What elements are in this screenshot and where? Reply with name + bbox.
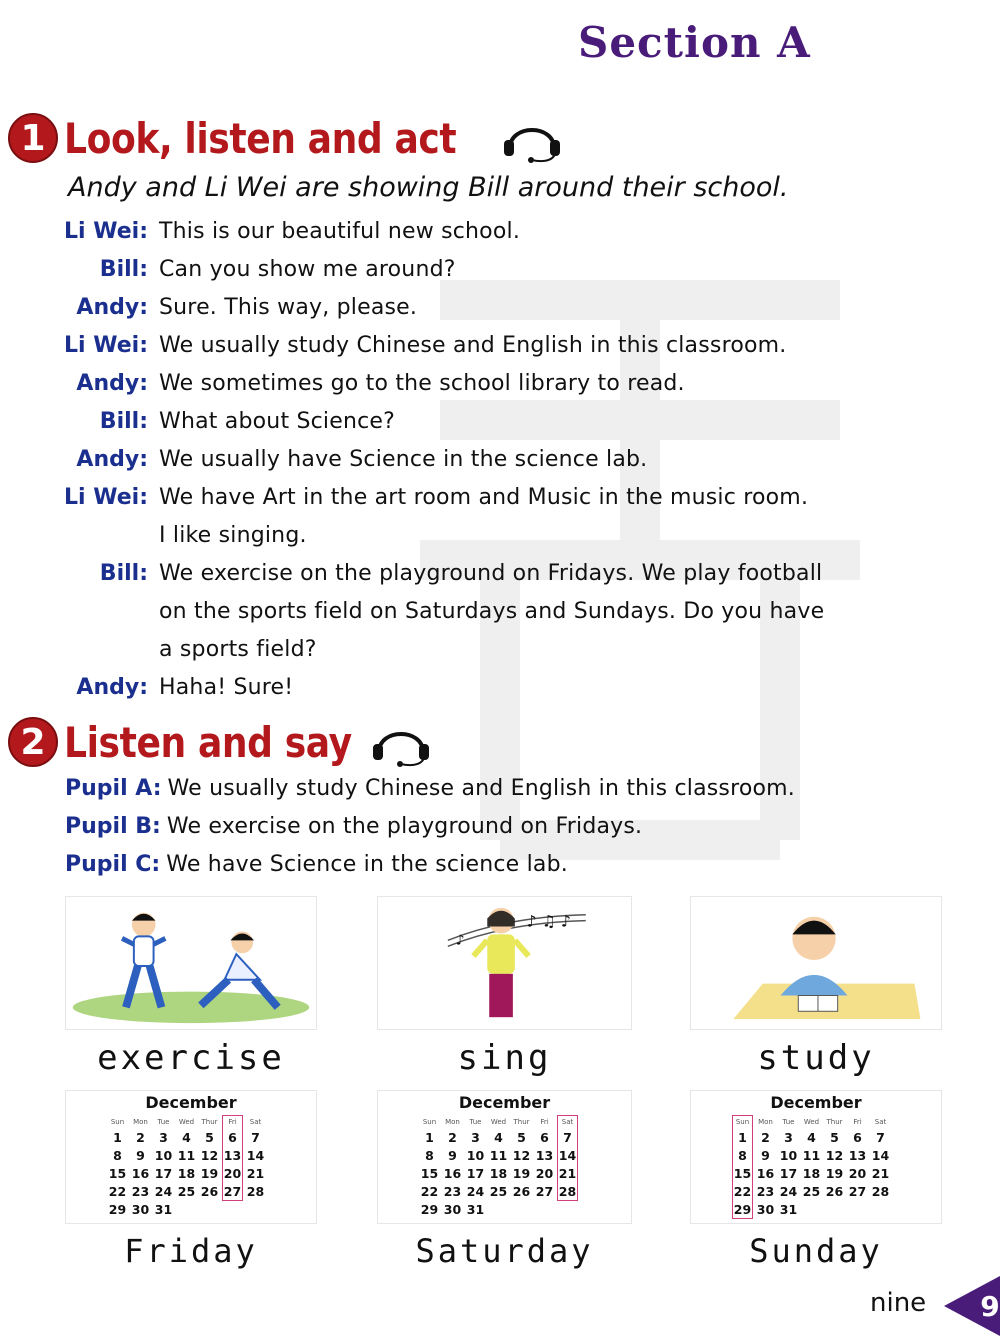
speaker: Bill: (99, 561, 148, 586)
calendar-weekdays (418, 1115, 579, 1129)
calendar-date: 10 (154, 1148, 173, 1163)
calendar-date: 6 (228, 1130, 237, 1145)
calendar-date (556, 1201, 579, 1219)
calendar-date: 11 (489, 1148, 508, 1163)
weekday-label: Tue (782, 1118, 795, 1126)
calendar-date: 4 (494, 1130, 503, 1145)
dialogue-line (0, 289, 1000, 327)
calendar-date: 27 (535, 1184, 554, 1199)
calendar-date: 4 (182, 1130, 191, 1145)
calendar-date: 31 (154, 1202, 173, 1217)
dialogue-line (0, 669, 1000, 707)
part1-number: 1 (8, 113, 58, 163)
dialogue-text: This is our beautiful new school. (159, 219, 521, 244)
calendar-grid (418, 1115, 579, 1219)
page-number-tab (944, 1276, 1000, 1336)
dialogue-line (0, 593, 1000, 631)
pupil-speaker: Pupil A: (65, 776, 162, 801)
calendar-date: 17 (154, 1166, 173, 1181)
calendar-week (418, 1183, 579, 1201)
calendar-grid (106, 1115, 267, 1219)
calendar-date: 12 (200, 1148, 219, 1163)
dialogue-text: We usually have Science in the science lab. (159, 447, 648, 472)
calendar-date: 11 (802, 1148, 821, 1163)
calendar-date: 30 (443, 1202, 462, 1217)
calendar-date: 2 (448, 1130, 457, 1145)
calendar-date: 18 (177, 1166, 196, 1181)
word-sing: sing (457, 1038, 552, 1078)
day-friday: Friday (124, 1232, 258, 1270)
calendar-week (731, 1147, 892, 1165)
calendar-date: 26 (512, 1184, 531, 1199)
calendar-date: 10 (779, 1148, 798, 1163)
weekday-label: Wed (803, 1118, 820, 1126)
calendar-date: 31 (779, 1202, 798, 1217)
calendar-date: 21 (871, 1166, 890, 1181)
calendar-date (846, 1201, 869, 1219)
weekday-label: Fri (540, 1118, 549, 1126)
calendar-date (869, 1201, 892, 1219)
calendar-week (418, 1165, 579, 1183)
calendar-date: 1 (425, 1130, 434, 1145)
calendar-week (731, 1183, 892, 1201)
part2-number: 2 (8, 717, 58, 767)
calendar-date: 15 (420, 1166, 439, 1181)
calendar-date: 12 (825, 1148, 844, 1163)
calendar-date: 28 (871, 1184, 890, 1199)
calendar-date: 1 (738, 1130, 747, 1145)
calendar-week (731, 1129, 892, 1147)
calendar-saturday (377, 1090, 632, 1224)
calendar-date: 27 (848, 1184, 867, 1199)
calendar-date: 25 (177, 1184, 196, 1199)
calendar-date (198, 1201, 221, 1219)
calendar-date: 7 (251, 1130, 260, 1145)
calendar-date: 25 (489, 1184, 508, 1199)
calendar-date (175, 1201, 198, 1219)
calendar-week (731, 1165, 892, 1183)
day-sunday: Sunday (749, 1232, 883, 1270)
weekday-label: Fri (228, 1118, 237, 1126)
calendar-date: 15 (733, 1166, 752, 1181)
calendar-date: 12 (512, 1148, 531, 1163)
dialogue-text: We have Art in the art room and Music in the music room. (159, 485, 809, 510)
calendar-date: 8 (113, 1148, 122, 1163)
calendar-date: 29 (733, 1202, 752, 1217)
calendar-date: 14 (246, 1148, 265, 1163)
calendar-date: 3 (784, 1130, 793, 1145)
calendar-date: 6 (853, 1130, 862, 1145)
dialogue-text: We usually study Chinese and English in this classroom. (159, 333, 787, 358)
speaker: Li Wei: (64, 333, 148, 358)
highlighted-day-column (557, 1115, 578, 1201)
calendar-date: 8 (738, 1148, 747, 1163)
dialogue-text: I like singing. (159, 523, 307, 548)
dialogue-line (0, 365, 1000, 403)
calendar-date: 16 (131, 1166, 150, 1181)
calendar-friday (65, 1090, 317, 1224)
dialogue-line (0, 631, 1000, 669)
calendar-date: 21 (558, 1166, 577, 1181)
calendar-week (418, 1129, 579, 1147)
calendar-date: 8 (425, 1148, 434, 1163)
calendar-grid (731, 1115, 892, 1219)
dialogue-line (0, 441, 1000, 479)
calendar-date: 17 (779, 1166, 798, 1181)
calendar-date: 29 (108, 1202, 127, 1217)
word-exercise: exercise (97, 1038, 285, 1078)
dialogue-line (0, 479, 1000, 517)
speaker: Andy: (76, 295, 148, 320)
weekday-label: Sat (874, 1118, 887, 1126)
dialogue-line (0, 251, 1000, 289)
calendar-date: 29 (420, 1202, 439, 1217)
calendar-date: 10 (466, 1148, 485, 1163)
calendar-date: 22 (420, 1184, 439, 1199)
calendar-month: December (458, 1093, 551, 1112)
pupil-speaker: Pupil B: (65, 814, 161, 839)
calendar-date: 24 (154, 1184, 173, 1199)
calendar-date (244, 1201, 267, 1219)
part1-title: Look, listen and act (64, 113, 457, 163)
calendar-month: December (145, 1093, 237, 1112)
page-number-word: nine (870, 1288, 927, 1318)
part2-title: Listen and say (64, 717, 352, 767)
calendar-date: 7 (563, 1130, 572, 1145)
calendar-date: 5 (830, 1130, 839, 1145)
svg-text:♪: ♪ (455, 932, 465, 949)
weekday-label: Wed (490, 1118, 507, 1126)
study-picture (690, 896, 942, 1030)
weekday-label: Thur (201, 1118, 218, 1126)
pupil-text: We usually study Chinese and English in this classroom. (167, 776, 795, 801)
calendar-date: 25 (802, 1184, 821, 1199)
calendar-date: 1 (113, 1130, 122, 1145)
calendar-date (800, 1201, 823, 1219)
calendar-date: 23 (443, 1184, 462, 1199)
calendar-date: 27 (223, 1184, 242, 1199)
section-title: Section A (578, 18, 811, 67)
calendar-date: 24 (779, 1184, 798, 1199)
calendar-date: 17 (466, 1166, 485, 1181)
pupil-line (65, 770, 795, 808)
weekday-label: Tue (469, 1118, 482, 1126)
page-number: 9 (980, 1290, 1000, 1323)
calendar-date: 19 (512, 1166, 531, 1181)
calendar-date: 5 (517, 1130, 526, 1145)
calendar-date: 24 (466, 1184, 485, 1199)
calendar-date: 20 (848, 1166, 867, 1181)
weekday-label: Sun (110, 1118, 125, 1126)
sing-picture (377, 896, 632, 1030)
weekday-label: Tue (157, 1118, 170, 1126)
weekday-label: Thur (826, 1118, 843, 1126)
headphones-icon[interactable] (369, 716, 433, 768)
weekday-label: Sat (249, 1118, 262, 1126)
study-illustration (691, 897, 941, 1029)
calendar-date: 14 (871, 1148, 890, 1163)
weekday-label: Fri (853, 1118, 862, 1126)
pupil-text: We have Science in the science lab. (166, 852, 568, 877)
part1-intro: Andy and Li Wei are showing Bill around their school. (68, 172, 789, 203)
calendar-date: 16 (443, 1166, 462, 1181)
word-study: study (757, 1038, 875, 1078)
dialogue-text: Can you show me around? (159, 257, 456, 282)
dialogue-text: We sometimes go to the school library to read. (159, 371, 685, 396)
calendar-date: 19 (200, 1166, 219, 1181)
calendar-date: 9 (136, 1148, 145, 1163)
pupil-text: We exercise on the playground on Fridays. (166, 814, 643, 839)
part1-heading (8, 112, 564, 164)
calendar-weekdays (731, 1115, 892, 1129)
dialogue-text: What about Science? (159, 409, 396, 434)
calendar-date (487, 1201, 510, 1219)
calendar-date: 9 (448, 1148, 457, 1163)
speaker: Li Wei: (64, 219, 148, 244)
svg-text:♪ ♫ ♪: ♪ ♫ ♪ (526, 911, 571, 931)
calendar-date: 5 (205, 1130, 214, 1145)
weekday-label: Thur (513, 1118, 530, 1126)
calendar-week (731, 1201, 892, 1219)
calendar-date (823, 1201, 846, 1219)
calendar-date: 18 (489, 1166, 508, 1181)
day-saturday: Saturday (415, 1232, 594, 1270)
calendar-date: 18 (802, 1166, 821, 1181)
pupil-speaker: Pupil C: (65, 852, 161, 877)
calendar-date: 4 (807, 1130, 816, 1145)
weekday-label: Wed (178, 1118, 195, 1126)
pupil-lines (65, 770, 795, 884)
speaker: Andy: (76, 675, 148, 700)
highlighted-day-column (732, 1115, 753, 1219)
dialogue-line (0, 555, 1000, 593)
weekday-label: Mon (133, 1118, 148, 1126)
calendar-date: 20 (535, 1166, 554, 1181)
calendar-date: 22 (108, 1184, 127, 1199)
calendar-date: 3 (471, 1130, 480, 1145)
calendar-date: 6 (540, 1130, 549, 1145)
calendar-date: 26 (200, 1184, 219, 1199)
calendar-date: 30 (131, 1202, 150, 1217)
speaker: Li Wei: (64, 485, 148, 510)
speaker: Bill: (99, 409, 148, 434)
dialogue-text: We exercise on the playground on Fridays. We play football (159, 561, 823, 586)
calendar-date: 14 (558, 1148, 577, 1163)
dialogue-line (0, 327, 1000, 365)
calendar-date: 28 (246, 1184, 265, 1199)
dialogue-text: a sports field? (159, 637, 317, 662)
dialogue-text: Sure. This way, please. (159, 295, 418, 320)
calendar-date: 26 (825, 1184, 844, 1199)
calendar-date: 7 (876, 1130, 885, 1145)
dialogue-line (0, 403, 1000, 441)
calendar-date: 13 (848, 1148, 867, 1163)
dialogue-text: on the sports field on Saturdays and Sundays. Do you have (159, 599, 825, 624)
calendar-date: 2 (136, 1130, 145, 1145)
highlighted-day-column (222, 1115, 243, 1201)
exercise-illustration (66, 897, 316, 1029)
weekday-label: Sat (561, 1118, 574, 1126)
calendar-date: 21 (246, 1166, 265, 1181)
weekday-label: Sun (735, 1118, 750, 1126)
calendar-date: 11 (177, 1148, 196, 1163)
exercise-picture (65, 896, 317, 1030)
calendar-date: 30 (756, 1202, 775, 1217)
dialogue (0, 213, 1000, 707)
calendar-date: 9 (761, 1148, 770, 1163)
calendar-date: 23 (131, 1184, 150, 1199)
speaker: Bill: (99, 257, 148, 282)
part2-heading (8, 716, 433, 768)
calendar-date: 15 (108, 1166, 127, 1181)
calendar-date: 3 (159, 1130, 168, 1145)
weekday-label: Mon (445, 1118, 460, 1126)
calendar-sunday (690, 1090, 942, 1224)
dialogue-text: Haha! Sure! (159, 675, 294, 700)
calendar-date (510, 1201, 533, 1219)
calendar-date: 19 (825, 1166, 844, 1181)
calendar-date: 28 (558, 1184, 577, 1199)
calendar-week (418, 1147, 579, 1165)
speaker: Andy: (76, 447, 148, 472)
calendar-week (418, 1201, 579, 1219)
calendar-date (533, 1201, 556, 1219)
calendar-date: 31 (466, 1202, 485, 1217)
dialogue-line (0, 517, 1000, 555)
calendar-date: 23 (756, 1184, 775, 1199)
calendar-date (221, 1201, 244, 1219)
calendar-date: 22 (733, 1184, 752, 1199)
calendar-date: 16 (756, 1166, 775, 1181)
calendar-date: 13 (535, 1148, 554, 1163)
calendar-week (106, 1201, 267, 1219)
sing-illustration (378, 897, 631, 1029)
speaker: Andy: (76, 371, 148, 396)
weekday-label: Sun (422, 1118, 437, 1126)
weekday-label: Mon (758, 1118, 773, 1126)
headphones-icon[interactable] (500, 112, 564, 164)
calendar-month: December (770, 1093, 862, 1112)
pupil-line (65, 846, 795, 884)
calendar-date: 13 (223, 1148, 242, 1163)
calendar-date: 2 (761, 1130, 770, 1145)
pupil-line (65, 808, 795, 846)
calendar-date: 20 (223, 1166, 242, 1181)
dialogue-line (0, 213, 1000, 251)
